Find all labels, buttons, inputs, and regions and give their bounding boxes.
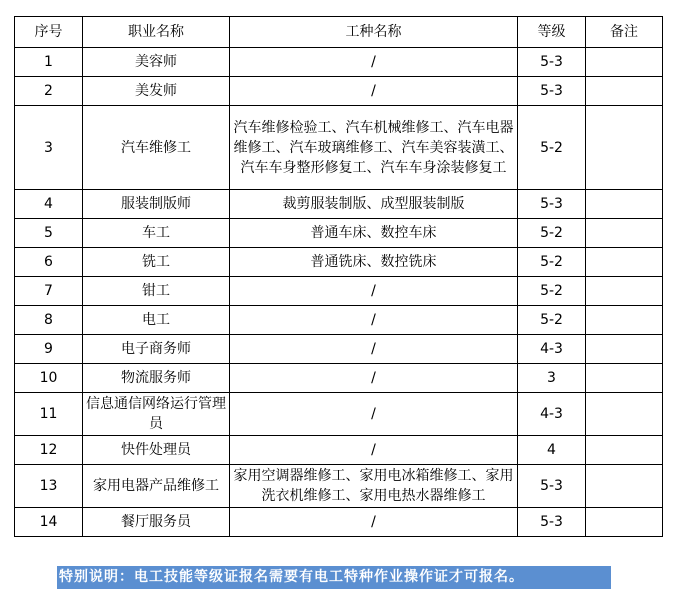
cell-seq: 13	[15, 465, 83, 508]
cell-occupation: 信息通信网络运行管理员	[83, 393, 230, 436]
header-work-type: 工种名称	[230, 17, 518, 48]
cell-note	[586, 508, 663, 537]
table-row	[15, 436, 663, 465]
cell-level: 4-3	[518, 393, 586, 436]
cell-occupation: 快件处理员	[83, 436, 230, 465]
cell-seq: 7	[15, 277, 83, 306]
cell-seq: 2	[15, 77, 83, 106]
cell-note	[586, 436, 663, 465]
table-row	[15, 219, 663, 248]
cell-level: 5-3	[518, 77, 586, 106]
cell-occupation: 餐厅服务员	[83, 508, 230, 537]
cell-occupation: 铣工	[83, 248, 230, 277]
cell-note	[586, 219, 663, 248]
cell-note	[586, 393, 663, 436]
cell-note	[586, 248, 663, 277]
cell-work-type: /	[230, 436, 518, 465]
cell-work-type: /	[230, 306, 518, 335]
cell-note	[586, 48, 663, 77]
cell-note	[586, 77, 663, 106]
cell-seq: 10	[15, 364, 83, 393]
cell-seq: 11	[15, 393, 83, 436]
cell-work-type: 家用空调器维修工、家用电冰箱维修工、家用洗衣机维修工、家用电热水器维修工	[230, 465, 518, 508]
cell-seq: 5	[15, 219, 83, 248]
cell-level: 4	[518, 436, 586, 465]
cell-occupation: 汽车维修工	[83, 106, 230, 190]
table-row	[15, 364, 663, 393]
table-row	[15, 393, 663, 436]
special-notice-banner: 特别说明：电工技能等级证报名需要有电工特种作业操作证才可报名。	[57, 566, 611, 589]
table-row	[15, 77, 663, 106]
cell-level: 5-2	[518, 106, 586, 190]
table-header-row	[15, 17, 663, 48]
cell-level: 5-2	[518, 248, 586, 277]
cell-note	[586, 277, 663, 306]
cell-occupation: 家用电器产品维修工	[83, 465, 230, 508]
cell-occupation: 物流服务师	[83, 364, 230, 393]
cell-work-type: /	[230, 335, 518, 364]
cell-work-type: /	[230, 508, 518, 537]
cell-seq: 4	[15, 190, 83, 219]
cell-level: 5-3	[518, 190, 586, 219]
occupation-table-container	[14, 16, 662, 537]
cell-seq: 8	[15, 306, 83, 335]
cell-occupation: 美容师	[83, 48, 230, 77]
table-row	[15, 248, 663, 277]
cell-work-type: /	[230, 48, 518, 77]
cell-work-type: /	[230, 77, 518, 106]
cell-occupation: 电子商务师	[83, 335, 230, 364]
cell-level: 5-3	[518, 465, 586, 508]
header-note: 备注	[586, 17, 663, 48]
table-row	[15, 277, 663, 306]
cell-work-type: 普通车床、数控车床	[230, 219, 518, 248]
header-level: 等级	[518, 17, 586, 48]
table-row	[15, 106, 663, 190]
cell-note	[586, 465, 663, 508]
table-row	[15, 465, 663, 508]
cell-level: 5-2	[518, 306, 586, 335]
cell-occupation: 钳工	[83, 277, 230, 306]
cell-level: 5-3	[518, 48, 586, 77]
cell-work-type: 普通铣床、数控铣床	[230, 248, 518, 277]
cell-seq: 6	[15, 248, 83, 277]
cell-level: 5-2	[518, 277, 586, 306]
header-occupation: 职业名称	[83, 17, 230, 48]
cell-work-type: /	[230, 364, 518, 393]
cell-note	[586, 306, 663, 335]
cell-work-type: /	[230, 277, 518, 306]
cell-note	[586, 364, 663, 393]
cell-seq: 12	[15, 436, 83, 465]
table-row	[15, 508, 663, 537]
cell-level: 5-2	[518, 219, 586, 248]
occupation-table	[14, 16, 663, 537]
cell-work-type: 裁剪服装制版、成型服装制版	[230, 190, 518, 219]
cell-level: 4-3	[518, 335, 586, 364]
cell-occupation: 美发师	[83, 77, 230, 106]
cell-level: 5-3	[518, 508, 586, 537]
cell-work-type: 汽车维修检验工、汽车机械维修工、汽车电器维修工、汽车玻璃维修工、汽车美容装潢工、汽车车身整形修复工、汽车车身涂装修复工	[230, 106, 518, 190]
table-row	[15, 190, 663, 219]
cell-occupation: 电工	[83, 306, 230, 335]
cell-note	[586, 335, 663, 364]
table-row	[15, 306, 663, 335]
cell-seq: 14	[15, 508, 83, 537]
cell-seq: 9	[15, 335, 83, 364]
cell-occupation: 服装制版师	[83, 190, 230, 219]
header-seq: 序号	[15, 17, 83, 48]
cell-level: 3	[518, 364, 586, 393]
cell-seq: 3	[15, 106, 83, 190]
cell-note	[586, 190, 663, 219]
table-row	[15, 335, 663, 364]
cell-note	[586, 106, 663, 190]
cell-occupation: 车工	[83, 219, 230, 248]
cell-work-type: /	[230, 393, 518, 436]
table-row	[15, 48, 663, 77]
cell-seq: 1	[15, 48, 83, 77]
